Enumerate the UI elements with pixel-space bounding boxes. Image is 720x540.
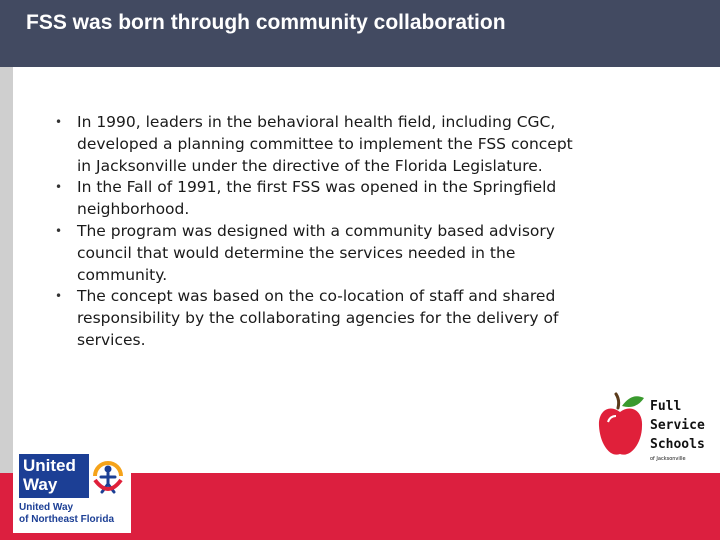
united-way-caption-line2: of Northeast Florida	[19, 514, 115, 525]
left-accent-bar	[0, 67, 13, 540]
fss-wordmark-line3: Schools	[650, 437, 705, 452]
full-service-schools-logo	[596, 392, 711, 467]
fss-wordmark	[650, 397, 705, 454]
bullet-item	[55, 286, 575, 351]
united-way-caption	[19, 502, 114, 526]
bullet-text: In 1990, leaders in the behavioral health field, including CGC, developed a planning committee to implement the FSS concept in Jacksonville under the directive of the Florida Legislature.	[77, 113, 573, 175]
bullet-text: In the Fall of 1991, the first FSS was opened in the Springfield neighborhood.	[77, 178, 557, 219]
united-way-logo	[13, 448, 131, 533]
bullet-marker: •	[55, 180, 63, 195]
bullet-marker: •	[55, 115, 63, 129]
united-way-wordmark	[19, 454, 89, 498]
bullet-marker: •	[55, 289, 63, 304]
bullet-text: The program was designed with a community based advisory council that would determine the services needed in the community.	[77, 221, 555, 284]
united-way-wordmark-line2: Way	[23, 475, 58, 494]
bullet-text: The concept was based on the co-location of staff and shared responsibility by the collaborating agencies for the delivery of services.	[77, 287, 559, 349]
fss-subline: of Jacksonville	[650, 456, 686, 462]
bullet-item	[55, 112, 575, 177]
united-way-emblem-icon	[91, 454, 125, 498]
apple-icon	[596, 392, 648, 462]
fss-wordmark-line2: Service	[650, 418, 705, 433]
bullet-list	[55, 112, 575, 352]
bullet-item	[55, 177, 575, 221]
title-bar	[0, 0, 720, 67]
bullet-marker: •	[55, 223, 63, 238]
united-way-wordmark-line1: United	[23, 456, 76, 475]
united-way-caption-line1: United Way	[19, 502, 74, 513]
bullet-item	[55, 221, 575, 286]
slide-title: FSS was born through community collaboration	[26, 11, 506, 34]
fss-wordmark-line1: Full	[650, 399, 682, 414]
